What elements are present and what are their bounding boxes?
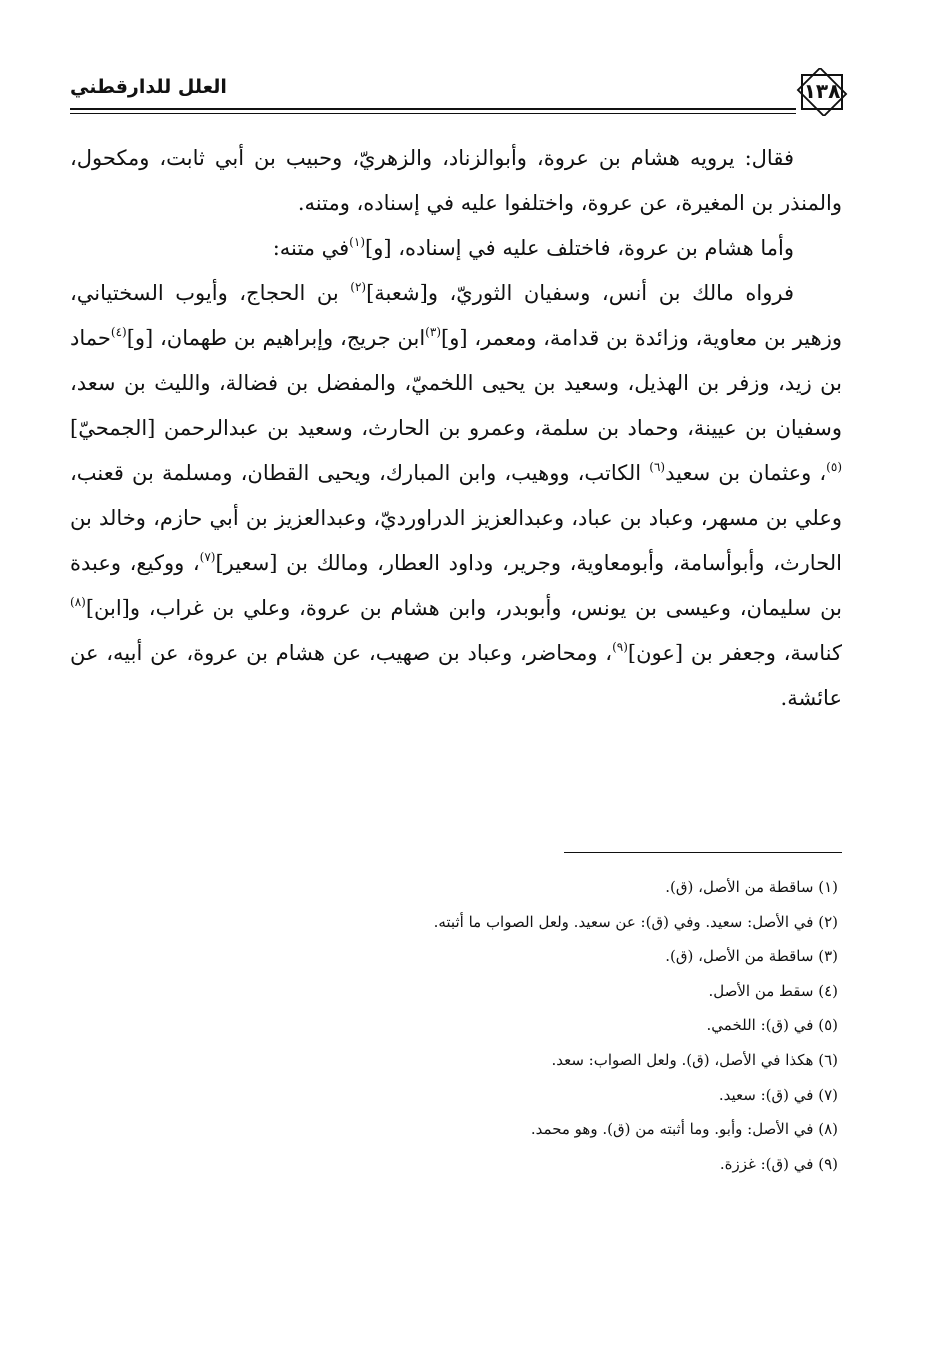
footnote-9: (٩) في (ق): غززة. (719, 1154, 838, 1173)
footnote-separator (564, 852, 842, 853)
paragraph-3 (70, 271, 842, 721)
paragraph-1: فقال: يرويه هشام بن عروة، وأبوالزناد، والزهريّ، وحبيب بن أبي ثابت، ومكحول، والمنذر بن المغيرة، عن عروة، واختلفوا عليه في إسناده، ومتنه. (70, 146, 842, 215)
footnote-6: (٦) هكذا في الأصل، (ق). ولعل الصواب: سعد. (551, 1050, 838, 1069)
footnote-ref: (٩) (612, 640, 628, 654)
footnote-4: (٤) سقط من الأصل. (708, 981, 838, 1000)
text-run: في متنه: (272, 236, 350, 260)
running-title: العلل للدارقطني (70, 76, 227, 98)
text-run: وأما هشام بن عروة، فاختلف عليه في إسناده، [و] (365, 236, 794, 260)
text-run: بن الحجاج، وأيوب السختياني، وزهير بن معاوية، وزائدة بن قدامة، ومعمر، [و] (70, 281, 842, 350)
main-text (70, 136, 842, 721)
text-run: ، ومحاضر، وعباد بن صهيب، عن هشام بن عروة، عن أبيه، عن عائشة. (70, 641, 842, 710)
text-run: ، وعثمان بن سعيد (665, 461, 827, 485)
footnote-2: (٢) في الأصل: سعيد. وفي (ق): عن سعيد. ولعل الصواب ما أثبته. (433, 912, 838, 931)
footnote-ref: (٥) (826, 460, 842, 474)
text-run: فرواه مالك بن أنس، وسفيان الثوريّ، و[شعبة] (366, 281, 794, 305)
footnote-7: (٧) في (ق): سعيد. (718, 1085, 838, 1104)
text-run: ، ووكيع، وعبدة بن سليمان، وعيسى بن يونس، وأبوبدر، وابن هشام بن عروة، وعلي بن غراب، و[ابن] (70, 551, 842, 620)
footnote-ref: (٦) (649, 460, 666, 474)
footnote-ref: (١) (349, 235, 365, 249)
footnote-ref: (٤) (110, 325, 127, 339)
footnote-8: (٨) في الأصل: وأبو. وما أثبته من (ق). وهو محمد. (530, 1120, 838, 1139)
footnote-ref: (٣) (425, 325, 441, 339)
page-number: ١٣٨ (803, 79, 841, 103)
text-run: كناسة، وجعفر بن [عون] (627, 641, 842, 665)
footnote-5: (٥) في (ق): اللخمي. (706, 1016, 838, 1035)
footnote-ref: (٢) (350, 280, 367, 294)
text-run: الكاتب، ووهيب، وابن المبارك، ويحيى القطان، ومسلمة بن قعنب، وعلي بن مسهر، وعباد بن عباد، وعبدالعزيز الدراورديّ، وعبدالعزيز بن أبي حازم، وخالد بن الحارث، وأبوأسامة، وأبومعاوية، وجرير، وداود العطار، ومالك بن [سعير] (70, 461, 842, 575)
page-number-badge (792, 68, 852, 116)
text-run: حماد بن زيد، وزفر بن الهذيل، وسعيد بن يحيى اللخميّ، والمفضل بن فضالة، والليث بن سعد، وسفيان بن عيينة، وحماد بن سلمة، وعمرو بن الحارث، وسعيد بن عبدالرحمن [الجمحيّ] (70, 326, 842, 440)
text-run: ابن جريج، وإبراهيم بن طهمان، [و] (126, 326, 426, 350)
footnote-ref: (٨) (70, 595, 86, 609)
paragraph-2 (70, 226, 842, 271)
footnote-3: (٣) ساقطة من الأصل، (ق). (665, 947, 838, 966)
footnote-1: (١) ساقطة من الأصل، (ق). (665, 878, 838, 896)
header-rule-thin (70, 113, 796, 114)
page-header (70, 66, 852, 118)
header-rule (70, 108, 796, 110)
footnotes (70, 870, 838, 1181)
footnote-ref: (٧) (199, 550, 216, 564)
